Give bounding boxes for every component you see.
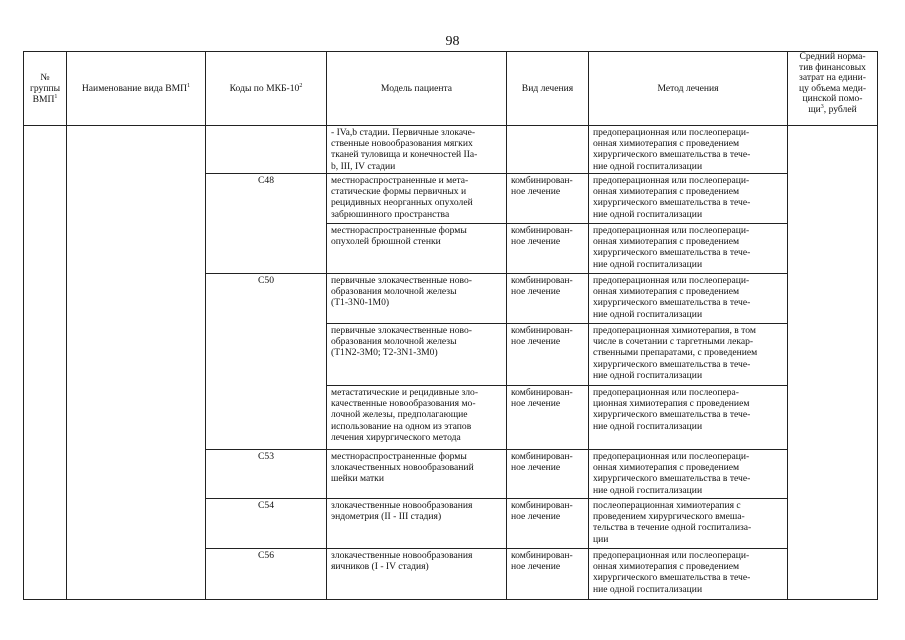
column-divider bbox=[506, 51, 507, 600]
treatment-method-text: предоперационная или послеопераци- онная химиотерапия с проведением хирургического вмешательства в тече- ние одной госпитализации bbox=[593, 127, 751, 172]
patient-model-text: первичные злокачественные ново- образования молочной железы (T1N2-3M0; T2-3N1-3M0) bbox=[331, 325, 472, 359]
patient-model-text: местнораспространенные формы опухолей брюшной стенки bbox=[331, 225, 467, 248]
treatment-type-text: комбинирован- ное лечение bbox=[511, 500, 573, 523]
column-divider bbox=[588, 51, 589, 600]
table-border-left bbox=[23, 51, 24, 600]
treatment-type-text: комбинирован- ное лечение bbox=[511, 275, 573, 298]
treatment-method-text: предоперационная или послеопераци- онная химиотерапия с проведением хирургического вмешательства в тече- ние одной госпитализации bbox=[593, 451, 751, 496]
treatment-method-text: предоперационная или послеопера- ционная химиотерапия с проведением хирургического вмешательства в тече- ние одной госпитализации bbox=[593, 387, 751, 432]
column-divider bbox=[326, 51, 327, 600]
header-icd-codes-text: Коды по МКБ-10 bbox=[229, 83, 300, 94]
header-divider bbox=[23, 125, 877, 126]
row-divider bbox=[326, 223, 787, 224]
column-divider bbox=[66, 51, 67, 600]
footnote-mark: 1 bbox=[54, 93, 58, 100]
treatment-method-text: предоперационная или послеопераци- онная химиотерапия с проведением хирургического вмешательства в тече- ние одной госпитализации bbox=[593, 550, 751, 595]
patient-model-text: местнораспространенные формы злокачественных новообразований шейки матки bbox=[331, 451, 474, 485]
row-divider bbox=[326, 323, 787, 324]
treatment-method-text: предоперационная или послеопераци- онная химиотерапия с проведением хирургического вмешательства в тече- ние одной госпитализации bbox=[593, 275, 751, 320]
header-treatment-type-text: Вид лечения bbox=[521, 83, 574, 94]
treatment-method-text: предоперационная или послеопераци- онная химиотерапия с проведением хирургического вмешательства в тече- ние одной госпитализации bbox=[593, 175, 751, 220]
row-divider bbox=[205, 548, 787, 549]
header-treatment-method-text: Метод лечения bbox=[657, 83, 719, 94]
page-number: 98 bbox=[445, 34, 460, 49]
patient-model-text: злокачественные новообразования эндометрия (II - III стадия) bbox=[331, 500, 473, 523]
treatment-type-text: комбинирован- ное лечение bbox=[511, 325, 573, 348]
treatment-method-text: предоперационная химиотерапия, в том числе в сочетании с таргетными лекар- ственными препаратами, с проведением хирургического вмешательства в тече- ние одной госпитализации bbox=[593, 325, 758, 381]
treatment-type-text: комбинирован- ное лечение bbox=[511, 175, 573, 198]
header-treatment-method bbox=[589, 52, 787, 125]
header-icd-codes bbox=[206, 52, 326, 125]
header-patient-model bbox=[327, 52, 506, 125]
icd-code: C50 bbox=[258, 275, 274, 286]
header-patient-model-text: Модель пациента bbox=[380, 83, 453, 94]
treatment-method-text: предоперационная или послеопераци- онная химиотерапия с проведением хирургического вмешательства в тече- ние одной госпитализации bbox=[593, 225, 751, 270]
patient-model-text: злокачественные новообразования яичников (I - IV стадия) bbox=[331, 550, 473, 573]
patient-model-text: метастатические и рецидивные зло- качественные новообразования мо- лочной железы, предполагающие использование на одном из этапов лечения хирургического метода bbox=[331, 387, 479, 443]
header-cost-norm bbox=[788, 52, 877, 125]
footnote-mark: 3 bbox=[820, 103, 824, 110]
row-divider bbox=[205, 498, 787, 499]
column-divider bbox=[787, 51, 788, 600]
header-cost-norm-text: Средний норма- тив финансовых затрат на едини- цу объема меди- цинской помо- щи bbox=[798, 51, 867, 115]
header-group-number-text: № группы ВМП bbox=[29, 72, 61, 105]
footnote-mark: 1 bbox=[187, 82, 191, 89]
header-group-number bbox=[24, 52, 66, 125]
treatment-method-text: послеоперационная химиотерапия с проведением хирургического вмеша- тельства в течение одной госпитализа- ции bbox=[593, 500, 752, 545]
treatment-type-text: комбинирован- ное лечение bbox=[511, 550, 573, 573]
row-divider bbox=[205, 449, 787, 450]
row-divider bbox=[205, 273, 787, 274]
column-divider bbox=[205, 51, 206, 600]
header-vmp-name bbox=[67, 52, 205, 125]
icd-code: C48 bbox=[258, 175, 274, 186]
table-border-bottom bbox=[23, 599, 877, 600]
icd-code: C53 bbox=[258, 451, 274, 462]
footnote-mark: 2 bbox=[299, 82, 303, 89]
row-divider bbox=[205, 173, 787, 174]
header-treatment-type bbox=[507, 52, 588, 125]
header-cost-norm-suffix: , рублей bbox=[823, 103, 857, 115]
patient-model-text: местнораспространенные и мета- статические формы первичных и рецидивных неорганных опухолей забрюшинного пространства bbox=[331, 175, 473, 220]
icd-code: C56 bbox=[258, 550, 274, 561]
treatment-type-text: комбинирован- ное лечение bbox=[511, 451, 573, 474]
patient-model-text: - IVa,b стадии. Первичные злокаче- ственные новообразования мягких тканей туловища и конечностей IIa- b, III, IV стадии bbox=[331, 127, 478, 172]
icd-code: C54 bbox=[258, 500, 274, 511]
header-vmp-name-text: Наименование вида ВМП bbox=[81, 83, 188, 94]
table-border-right bbox=[877, 51, 878, 600]
treatment-type-text: комбинирован- ное лечение bbox=[511, 387, 573, 410]
patient-model-text: первичные злокачественные ново- образования молочной железы (T1-3N0-1M0) bbox=[331, 275, 472, 309]
row-divider bbox=[326, 385, 787, 386]
treatment-type-text: комбинирован- ное лечение bbox=[511, 225, 573, 248]
